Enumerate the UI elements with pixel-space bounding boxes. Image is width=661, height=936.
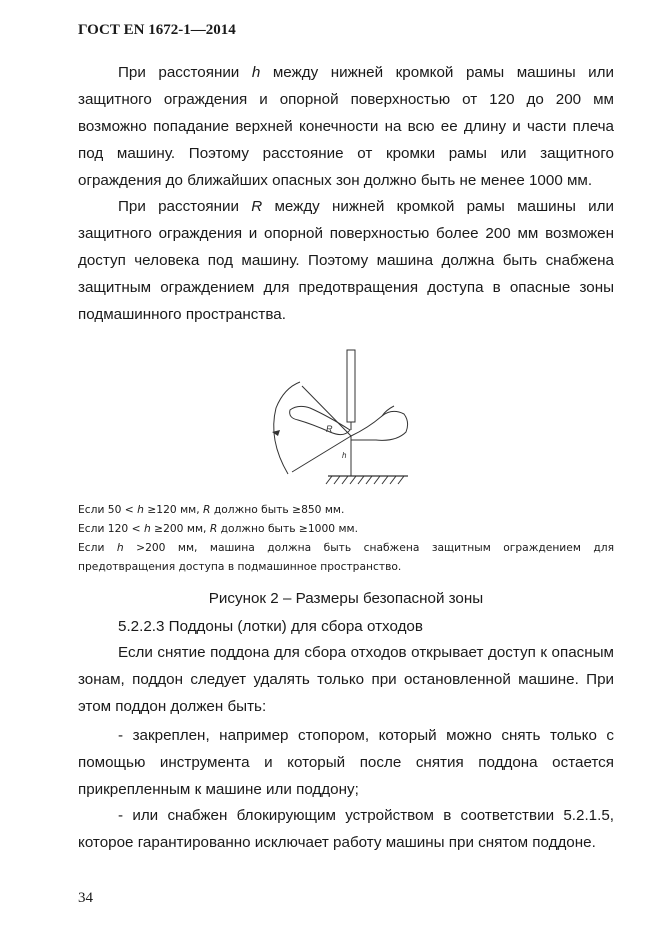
- variable-h: h: [251, 64, 261, 81]
- safety-zone-figure: [258, 344, 428, 492]
- note-line: Если 120 < h ≥200 мм, R должно быть ≥1000 мм.: [78, 522, 358, 535]
- figure-caption: Рисунок 2 – Размеры безопасной зоны: [208, 590, 484, 607]
- list-item-secured: - закреплен, например стопором, который можно снять только с помощью инструмента и который после снятия поддона остается прикрепленным к машине или поддону;: [78, 727, 614, 798]
- figure-label-h: h: [342, 451, 347, 460]
- figure-label-r: R: [326, 424, 333, 434]
- arm-shape: [290, 406, 350, 434]
- variable-r: R: [251, 198, 263, 215]
- reach-arc: [274, 382, 300, 474]
- page-number: 34: [78, 890, 93, 906]
- arrow-icon: [272, 430, 280, 436]
- section-title: 5.2.2.3 Поддоны (лотки) для сбора отходов: [118, 618, 423, 635]
- hand-shape: [351, 411, 408, 440]
- note-line: предотвращения доступа в подмашинное пространство.: [78, 560, 402, 573]
- paragraph-distance-h: При расстоянии h между нижней кромкой рамы машины или защитного ограждения и опорной поверхностью от 120 до 200 мм возможно попадание верхней конечности на всю ее длину и части плеча под машину. Поэтому расстояние от кромки рамы или защитного ограждения до ближайших опасных зон должно быть не менее 1000 мм.: [78, 64, 614, 189]
- figure-notes: [78, 500, 614, 576]
- list-item-interlock: - или снабжен блокирующим устройством в соответствии 5.2.1.5, которое гарантированно исключает работу машины при снятом поддоне.: [78, 807, 614, 851]
- note-line: Если h >200 мм, машина должна быть снабжена защитным ограждением для: [78, 541, 614, 554]
- machine-pusher: [347, 350, 355, 422]
- paragraph-tray-removal: Если снятие поддона для сбора отходов открывает доступ к опасным зонам, поддон следует удалять только при остановленной машине. При этом поддон должен быть:: [78, 644, 614, 715]
- note-line: Если 50 < h ≥120 мм, R должно быть ≥850 мм.: [78, 503, 345, 516]
- document-header: ГОСТ EN 1672-1—2014: [78, 22, 236, 38]
- paragraph-distance-r: При расстоянии R между нижней кромкой рамы машины или защитного ограждения и опорной поверхностью более 200 мм возможен доступ человека под машину. Поэтому машина должна быть снабжена защитным ограждением для предотвращения доступа в опасные зоны подмашинного пространства.: [78, 198, 614, 323]
